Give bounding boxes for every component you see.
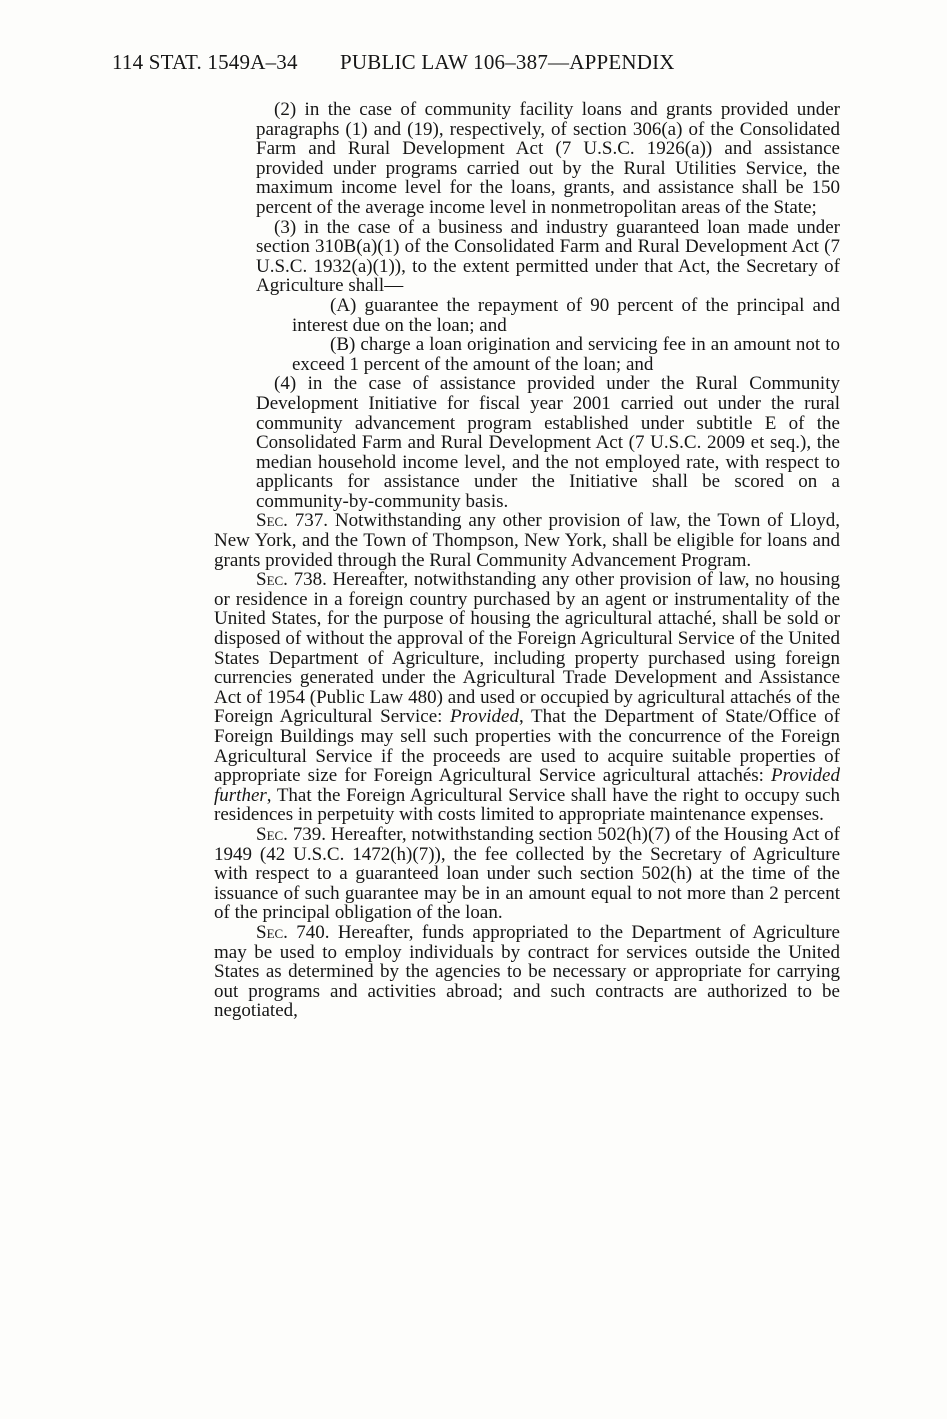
section-739 — [214, 825, 840, 923]
section-737 — [214, 511, 840, 570]
section-740 — [214, 923, 840, 1021]
paragraph-2: (2) in the case of community facility loans and grants provided under paragraphs (1) and (19), respectively, of section 306(a) of the Consolidated Farm and Rural Development Act (7 U.S.C. 1926(a)) and assistance provided under programs carried out by the Rural Utilities Service, the maximum income level for the loans, grants, and assistance shall be 150 percent of the average income level in nonmetropolitan areas of the State; — [256, 99, 840, 218]
section-738-text-a: Hereafter, notwithstanding any other provision of law, no housing or residence in a foreign country purchased by an agent or instrumentality of the United States, for the purpose of housing the agricultural attaché, shall be sold or disposed of without the approval of the Foreign Agricultural Service of the United States Department of Agriculture, including property purchased using foreign currencies generated under the Agricultural Trade Development and Assistance Act of 1954 (Public Law 480) and used or occupied by agricultural attachés of the Foreign Agricultural Service: — [214, 569, 840, 728]
subparagraph-3b: (B) charge a loan origination and servicing fee in an amount not to exceed 1 percent of the amount of the loan; and — [292, 334, 840, 375]
section-738-text-c: , That the Foreign Agricultural Service shall have the right to occupy such residences in perpetuity with costs limited to appropriate maintenance expenses. — [214, 784, 840, 826]
section-738-label: Sec. 738. — [256, 569, 327, 591]
section-737-label: Sec. 737. — [256, 510, 329, 532]
section-740-text: Hereafter, funds appropriated to the Department of Agriculture may be used to employ individuals by contract for services outside the United States as determined by the agencies to be necessary or appropriate for carrying out programs and activities abroad; and such contracts are authorized to be negotiated, — [214, 921, 840, 1022]
subparagraph-3a: (A) guarantee the repayment of 90 percent of the principal and interest due on the loan; and — [292, 294, 840, 336]
page-header — [112, 50, 852, 75]
section-739-label: Sec. 739. — [256, 823, 327, 845]
statute-citation: 114 STAT. 1549A–34 — [112, 50, 298, 74]
running-head: PUBLIC LAW 106–387—APPENDIX — [340, 50, 675, 74]
paragraph-4: (4) in the case of assistance provided under the Rural Community Development Initiative for fiscal year 2001 carried out under the rural community advancement program established under subtitle E of the Consolidated Farm and Rural Development Act (7 U.S.C. 2009 et seq.), the median household income level, and the not employed rate, with respect to applicants for assistance under the Initiative shall be scored on a community-by-community basis. — [256, 373, 840, 512]
document-body — [214, 100, 840, 1021]
section-737-text: Notwithstanding any other provision of law, the Town of Lloyd, New York, and the Town of Thompson, New York, shall be eligible for loans and grants provided through the Rural Community Advancement Program. — [214, 510, 840, 571]
section-738-text-b: , That the Department of State/Office of Foreign Buildings may sell such properties with the concurrence of the Foreign Agricultural Service if the proceeds are used to acquire suitable properties of appropriate size for Foreign Agricultural Service agricultural attachés: — [214, 706, 840, 787]
section-738-proviso-further: Provided further — [214, 765, 840, 806]
section-738-proviso: Provided — [450, 706, 519, 728]
section-739-text: Hereafter, notwithstanding section 502(h)(7) of the Housing Act of 1949 (42 U.S.C. 1472(h)(7)), the fee collected by the Secretary of Agriculture with respect to a guaranteed loan under such section 502(h) at the time of the issuance of such guarantee may be in an amount equal to not more than 2 percent of the principal obligation of the loan. — [214, 823, 840, 924]
paragraph-3: (3) in the case of a business and industry guaranteed loan made under section 310B(a)(1) of the Consolidated Farm and Rural Development Act (7 U.S.C. 1932(a)(1)), to the extent permitted under that Act, the Secretary of Agriculture shall— — [256, 216, 840, 297]
section-740-label: Sec. 740. — [256, 921, 330, 943]
section-738 — [214, 570, 840, 825]
